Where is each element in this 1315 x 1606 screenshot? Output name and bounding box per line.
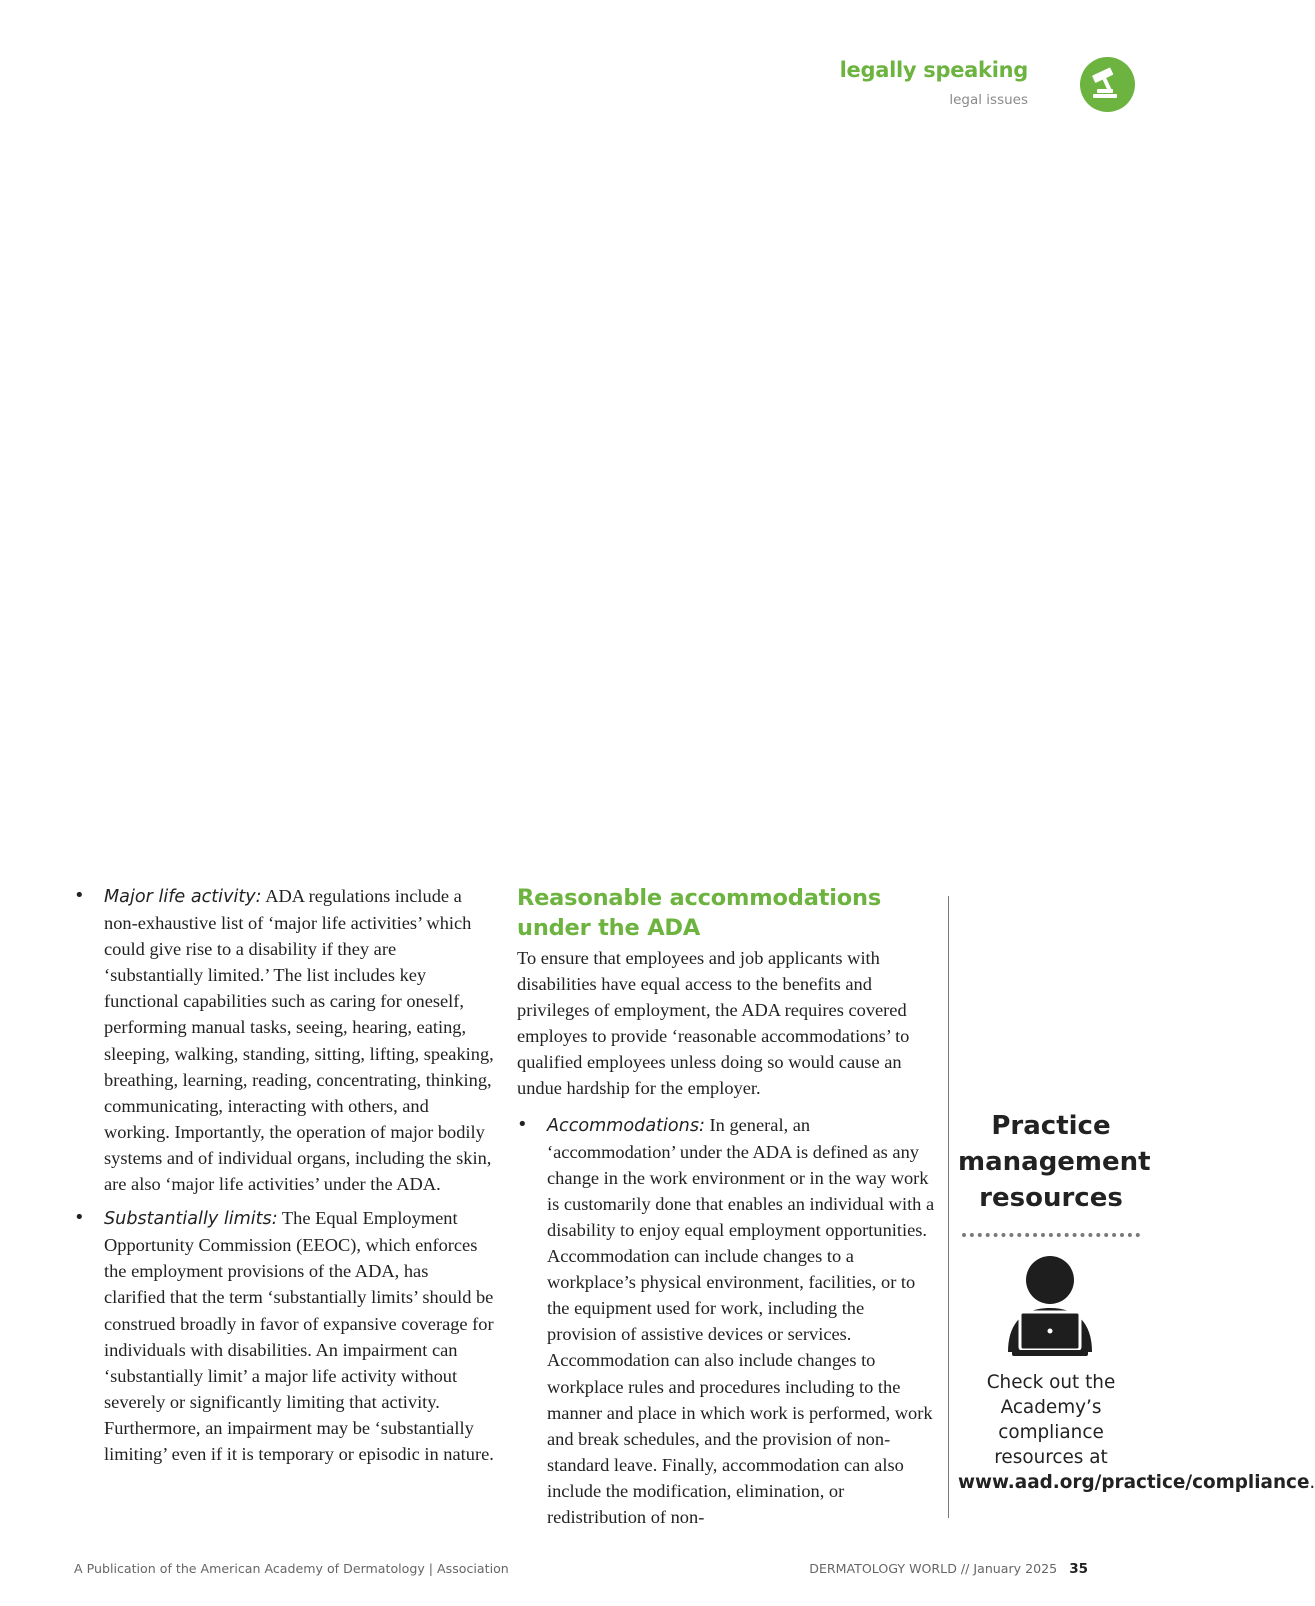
person-laptop-icon — [1002, 1252, 1098, 1360]
term: Accommodations: — [547, 1115, 705, 1136]
page-number: 35 — [1069, 1561, 1088, 1577]
section-badge — [1080, 57, 1135, 112]
middle-column — [517, 883, 937, 1538]
intro-paragraph: To ensure that employees and job applicants with disabilities have equal access to the benefits and privileges of employment, the ADA requires covered employes to provide ‘reasonable accommodations’ to qualified employees unless doing so would cause an undue hardship for the employer. — [517, 948, 910, 1099]
sidebar-title: Practice management resources — [958, 1111, 1151, 1213]
sidebar-divider — [948, 896, 949, 1518]
term: Major life activity: — [104, 887, 262, 907]
term: Substantially limits: — [104, 1209, 278, 1230]
sidebar-text-suffix: . — [1309, 1472, 1315, 1493]
item-text: ADA regulations include a non-exhaustive list of ‘major life activities’ which could give rise to a disability if they are ‘substantially limited.’ The list includes key functional capabilities such as caring for oneself, performing manual tasks, seeing, hearing, eating, sleeping, walking, standing, sitting, lifting, speaking, breathing, learning, reading, concentrating, thinking, communicating, interacting with others, and working. Importantly, the operation of major bodily systems and of individual organs, including the skin, are also ‘major life activities’ under the ADA. — [104, 886, 494, 1195]
list-item — [74, 1205, 494, 1467]
gavel-icon — [1080, 57, 1135, 112]
list-item — [74, 883, 494, 1197]
compliance-link[interactable]: www.aad.org/practice/compliance — [958, 1472, 1310, 1493]
footer-publication: A Publication of the American Academy of Dermatology | Association — [74, 1561, 509, 1576]
item-text: The Equal Employment Opportunity Commission (EEOC), which enforces the employment provisions of the ADA, has clarified that the term ‘substantially limits’ should be construed broadly in favor of expansive coverage for individuals with disabilities. An impairment can ‘substantially limit’ a major life activity without severely or significantly limiting that activity. Furthermore, an impairment may be ‘substantially limiting’ even if it is temporary or episodic in nature. — [104, 1208, 494, 1464]
list-item — [517, 1112, 937, 1531]
section-heading: Reasonable accommodations under the ADA — [517, 885, 882, 941]
section-title: legally speaking — [839, 58, 1028, 82]
sidebar-text-prefix: Check out the Academy’s compliance resources at — [986, 1372, 1116, 1468]
item-text: In general, an ‘accommodation’ under the ADA is defined as any change in the work environment or in the way work is customarily done that enables an individual with a disability to enjoy equal employment opportunities. Accommodation can include changes to a workplace’s physical environment, facilities, or to the equipment used for work, including the provision of assistive devices or services. Accommodation can also include changes to workplace rules and procedures including to the manner and place in which work is performed, work and break schedules, and the provision of non-standard leave. Finally, accommodation can also include the modification, elimination, or redistribution of non- — [547, 1114, 935, 1527]
footer-issue — [809, 1561, 1088, 1577]
sidebar-text — [958, 1370, 1315, 1495]
section-subtitle: legal issues — [949, 92, 1028, 108]
footer-issue-text: DERMATOLOGY WORLD // January 2025 — [809, 1561, 1058, 1576]
left-column — [74, 883, 494, 1475]
sidebar-dotted-divider — [962, 1233, 1140, 1237]
